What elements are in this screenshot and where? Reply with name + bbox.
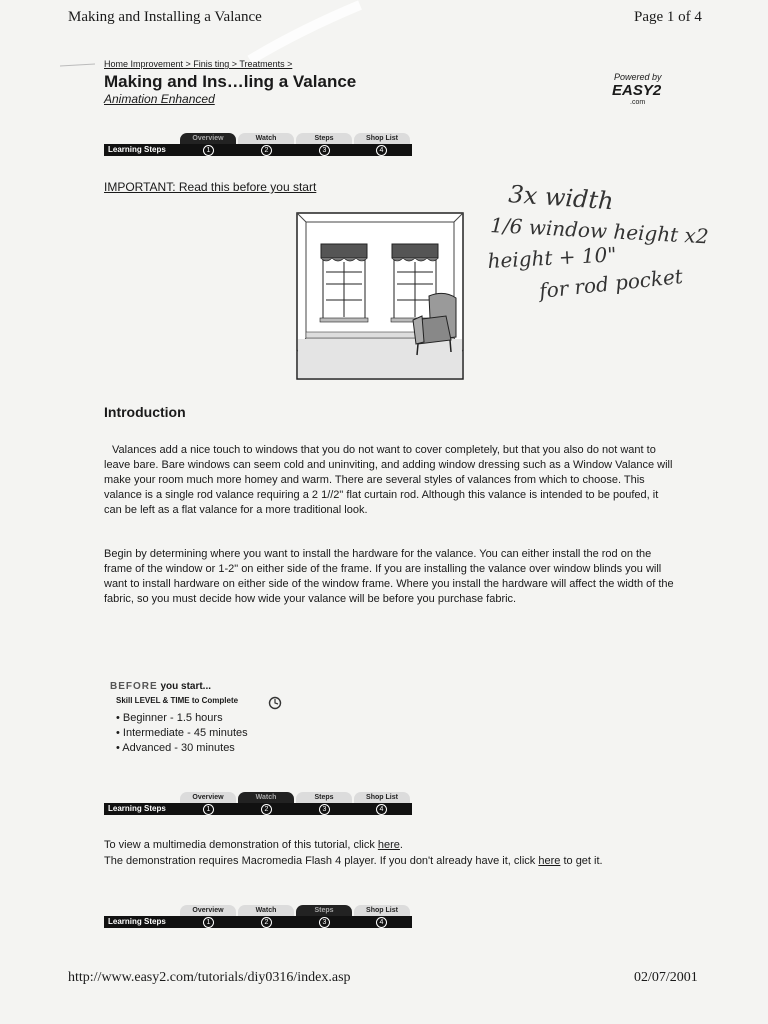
step-4-icon[interactable]: 4 [376, 804, 387, 815]
demo-here-link[interactable]: here [377, 839, 400, 851]
step-1-icon[interactable]: 1 [203, 917, 214, 928]
tab-watch[interactable]: Watch [238, 133, 294, 144]
before-prefix: BEFORE [110, 681, 158, 692]
note-line-4: for rod pocket [538, 264, 684, 303]
intro-paragraph-2: Begin by determining where you want to install the hardware for the valance. You can either install the rod on the frame of the window or 1-2" on either side of the frame. If you are installing the valance over window blinds you will want to install hardware on either side of the window frame. Where you install the hardware will affect the width of the fabric, so you must decide how wide your valance will be before you purchase fabric. [104, 548, 674, 605]
subtitle-link[interactable]: Animation Enhanced [104, 92, 215, 106]
footer-url: http://www.easy2.com/tutorials/diy0316/index.asp [68, 970, 351, 985]
powered-by-label: Powered by [614, 72, 662, 82]
before-suffix: you start... [160, 681, 212, 692]
skill-level-label: Skill LEVEL & TIME to Complete [116, 696, 239, 705]
flash-here-link[interactable]: here [538, 855, 561, 867]
tab-steps[interactable]: Steps [296, 792, 352, 803]
print-header-title: Making and Installing a Valance [68, 9, 262, 25]
note-line-1: 3x width [507, 180, 615, 216]
tab-watch[interactable]: Watch [238, 905, 294, 916]
skill-level-beginner: • Beginner - 1.5 hours [116, 712, 223, 724]
demo-text-line-1 [104, 839, 403, 851]
handwritten-annotation [480, 170, 766, 320]
tab-steps[interactable]: Steps [296, 133, 352, 144]
step-2-icon[interactable]: 2 [261, 145, 272, 156]
note-line-2: 1/6 window height x2 [489, 213, 710, 249]
intro-paragraph-1: Valances add a nice touch to windows that you do not want to cover completely, but that you also do not want to leave bare. Bare windows can seem cold and uninviting, and adding window dressing such as a Window Valance will make your room much more homey and warm. There are several styles of valances from which to choose. This valance is a single rod valance requiring a 2 1//2" flat curtain rod. Although this valance is intended to be poufed, it can be left as a flat valance for a more traditional look. [104, 444, 673, 516]
learning-steps-label: Learning Steps [108, 145, 166, 154]
clock-icon [268, 696, 282, 710]
tab-overview[interactable]: Overview [180, 792, 236, 803]
easy2-logo[interactable] [612, 82, 672, 114]
tab-overview[interactable]: Overview [180, 133, 236, 144]
before-you-start-heading [110, 681, 211, 692]
step-4-icon[interactable]: 4 [376, 917, 387, 928]
learning-steps-label: Learning Steps [108, 804, 166, 813]
skill-level-intermediate: • Intermediate - 45 minutes [116, 727, 248, 739]
page-number: Page 1 of 4 [634, 9, 702, 25]
note-line-3: height + 10" [487, 242, 618, 273]
logo-text: EASY2 [612, 82, 662, 99]
introduction-heading: Introduction [104, 404, 186, 420]
step-3-icon[interactable]: 3 [319, 145, 330, 156]
learning-steps-label: Learning Steps [108, 917, 166, 926]
footer-date: 02/07/2001 [634, 970, 698, 985]
learning-steps-nav [104, 792, 412, 818]
learning-steps-nav [104, 133, 412, 159]
learning-steps-nav [104, 905, 412, 931]
tab-watch[interactable]: Watch [238, 792, 294, 803]
step-1-icon[interactable]: 1 [203, 804, 214, 815]
demo-line2-text: The demonstration requires Macromedia Flash 4 player. If you don't already have it, click [104, 855, 539, 867]
demo-line2-end: to get it. [560, 855, 603, 867]
tab-shop-list[interactable]: Shop List [354, 133, 410, 144]
demo-line1-text: To view a multimedia demonstration of this tutorial, click [104, 839, 378, 851]
room-illustration [296, 212, 464, 380]
breadcrumb[interactable]: Home Improvement > Finis ting > Treatments > [104, 59, 293, 69]
tab-overview[interactable]: Overview [180, 905, 236, 916]
logo-subtext: .com [630, 99, 646, 106]
step-2-icon[interactable]: 2 [261, 917, 272, 928]
step-2-icon[interactable]: 2 [261, 804, 272, 815]
step-3-icon[interactable]: 3 [319, 917, 330, 928]
step-1-icon[interactable]: 1 [203, 145, 214, 156]
skill-level-advanced: • Advanced - 30 minutes [116, 742, 235, 754]
step-4-icon[interactable]: 4 [376, 145, 387, 156]
page-title: Making and Ins…ling a Valance [104, 72, 357, 91]
important-link[interactable]: IMPORTANT: Read this before you start [104, 180, 317, 194]
demo-line1-end: . [399, 839, 403, 851]
demo-text-line-2 [104, 854, 664, 869]
tab-steps[interactable]: Steps [296, 905, 352, 916]
tab-shop-list[interactable]: Shop List [354, 905, 410, 916]
step-3-icon[interactable]: 3 [319, 804, 330, 815]
tab-shop-list[interactable]: Shop List [354, 792, 410, 803]
